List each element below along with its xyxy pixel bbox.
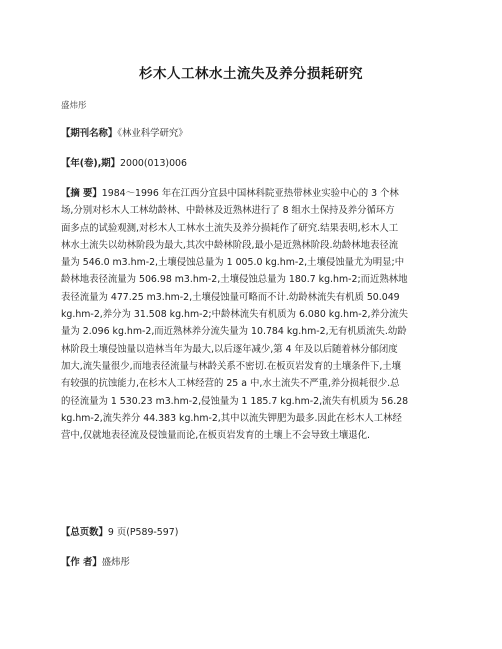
abstract-line: kg.hm-2,流失养分 44.383 kg.hm-2,其中以流失钾肥为最多.因此在杉木人工林经 [61,412,402,424]
abstract-line: 有较强的抗蚀能力,在杉木人工林经营的 25 a 中,水土流失不严重,养分损耗很少.总 [61,378,400,390]
abstract-label: 【摘 要】 [61,188,102,199]
author-byline: 盛炜彤 [61,101,87,111]
authors-label: 【作 者】 [61,557,102,568]
abstract-line: 林阶段土壤侵蚀量以造林当年为最大,以后逐年减少,第 4 年及以后随着林分郁闭度 [61,343,398,355]
abstract-line: 龄林地表径流量为 506.98 m3.hm-2,土壤侵蚀总量为 180.7 kg.hm-2;而近熟林地 [61,274,408,286]
abstract-line: 营中,仅就地表径流及侵蚀量而论,在板页岩发育的土壤上不会导致土壤退化. [61,430,370,442]
abstract-block [61,185,446,444]
abstract-line: 林水土流失以幼林阶段为最大,其次中龄林阶段,最小是近熟林阶段.幼龄林地表径流 [61,239,399,251]
journal-label: 【期刊名称】 [61,128,118,139]
journal-value: 《林业科学研究》 [117,128,188,139]
authors-value: 盛炜彤 [101,557,130,568]
year-issue-label: 【年(卷),期】 [61,158,121,169]
abstract-line: 表径流量为 477.25 m3.hm-2,土壤侵蚀量可略而不计.幼龄林流失有机质 50.049 [61,291,400,303]
pages-row [61,524,178,538]
abstract-line: 场,分别对杉木人工林幼龄林、中龄林及近熟林进行了 8 组水土保持及养分循环方 [61,205,395,217]
abstract-line: 的径流量为 1 530.23 m3.hm-2,侵蚀量为 1 185.7 kg.hm-2,流失有机质为 56.28 [61,395,409,407]
journal-row [61,125,188,139]
paper-title: 杉木人工林水土流失及养分损耗研究 [139,66,363,82]
abstract-line: 【摘 要】1984～1996 年在江西分宜县中国林科院亚热带林业实验中心的 3 个林 [61,188,399,199]
pages-value: 9 页(P589-597) [107,527,179,538]
abstract-line: kg.hm-2,养分为 31.508 kg.hm-2;中龄林流失有机质为 6.080 kg.hm-2,养分流失 [61,309,409,321]
year-issue-value: 2000(013)006 [120,158,187,169]
abstract-line: 面多点的试验观测,对杉木人工林水土流失及养分损耗作了研究.结果表明,杉木人工 [61,222,399,234]
authors-row [61,554,130,568]
pages-label: 【总页数】 [61,527,108,538]
abstract-line: 量为 2.096 kg.hm-2,而近熟林养分流失量为 10.784 kg.hm-2,无有机质流失.幼龄 [61,326,407,338]
abstract-line: 量为 546.0 m3.hm-2,土壤侵蚀总量为 1 005.0 kg.hm-2,土壤侵蚀量尤为明显;中 [61,257,405,269]
year-issue-row [61,155,187,169]
abstract-line: 加大,流失量很少,而地表径流量与林龄关系不密切.在板页岩发育的土壤条件下,土壤 [61,360,402,372]
